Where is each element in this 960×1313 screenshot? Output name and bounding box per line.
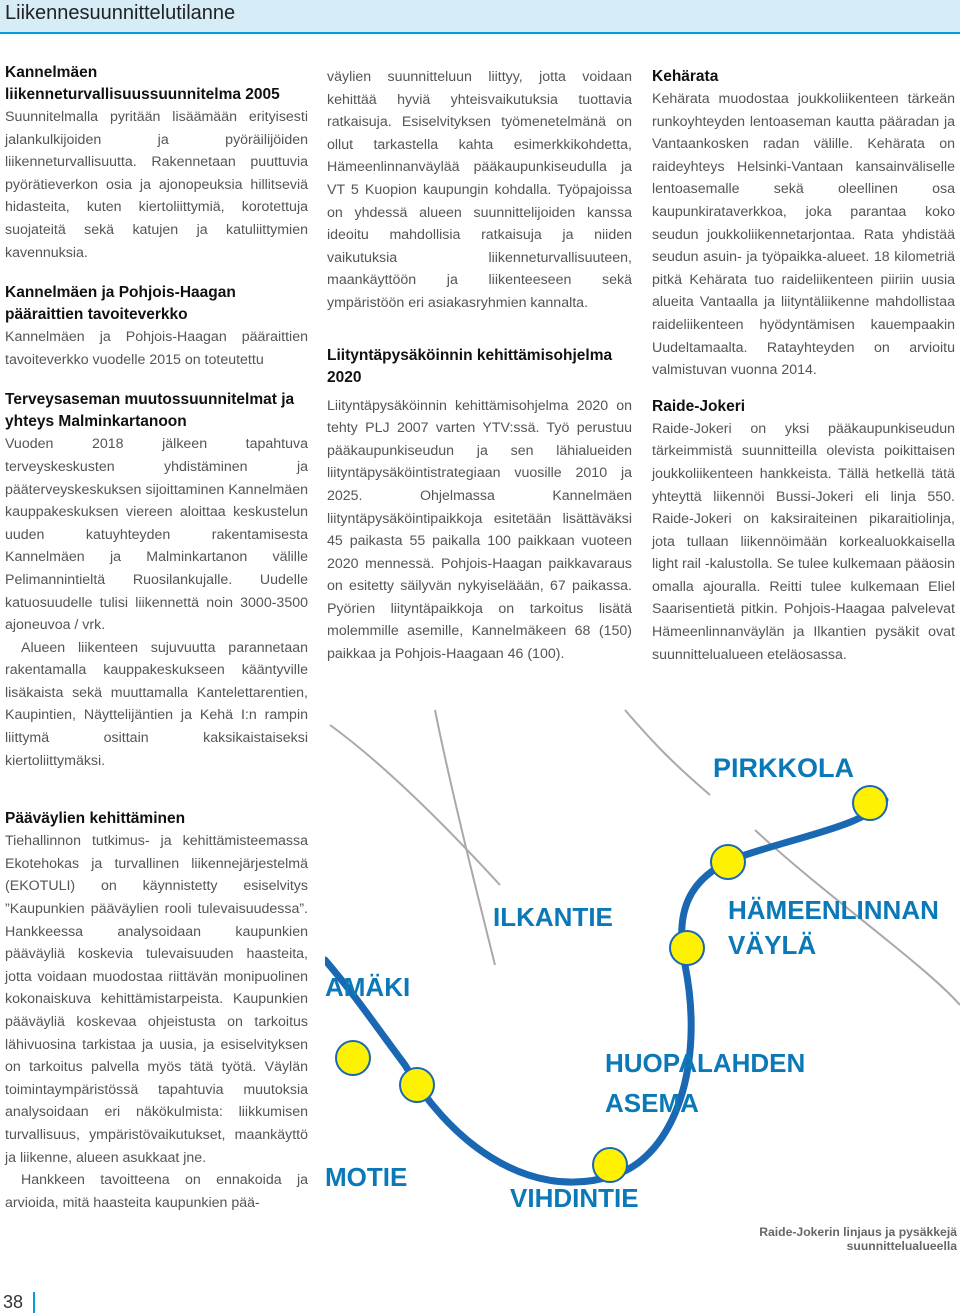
route-map-graphic <box>325 705 960 1225</box>
stop-marker-vihdintie <box>593 1148 627 1182</box>
map-label-hameenlinnan: HÄMEENLINNAN <box>728 895 939 925</box>
raide-jokeri-route-map <box>325 705 960 1225</box>
spacer <box>5 371 308 389</box>
heading-traffic-safety-plan: Kannelmäen liikenneturvallisuussuunnitelma 2005 <box>5 64 280 103</box>
text-main-routes-network: Kannelmäen ja Pohjois-Haagan pääraittien tavoiteverkko vuodelle 2015 on toteutettu <box>5 329 308 368</box>
road-line <box>625 710 710 795</box>
heading-raide-jokeri: Raide-Jokeri <box>652 397 746 415</box>
road-line <box>435 710 495 965</box>
spacer <box>5 772 308 808</box>
column-left <box>5 62 308 1214</box>
text-traffic-safety-plan: Suunnitelmalla pyritään lisäämään erityisesti jalankulkijoiden ja pyöräilijöiden liikenneturvallisuutta. Rakennetaan puuttuvia pyörätieverkon osia ja ajonopeuksia hillitseviä hidasteita, kuten kiertoliittymiä, korotettuja suojateitä sekä katujen ja katuliittymien kavennuksia. <box>5 109 308 261</box>
text-park-and-ride: Liityntäpysäköinnin kehittämisohjelma 2020 on tehty PLJ 2007 varten YTV:ssä. Työ perustuu pääkaupunkiseudun ja sen lähialueiden liityntäpysäköintistrategiaan vuosille 2010 ja 2025. Ohjelmassa Kannelmäen liityntäpysäköintipaikkoja esitetään lisättäväksi 45 paikasta 55 paikalla 100 paikkaan vuoteen 2020 mennessä. Pohjois-Haagan paikkavaraus on esitetty säilyvän nykyiseläään, 67 paikassa. Pyörien liityntäpaikkoja on tarkoitus lisätä molemmille asemille, Kannelmäkeen 68 (150) paikkaa ja Pohjois-Haagaan 46 (100). <box>327 397 632 663</box>
map-label-huopalahden: HUOPALAHDEN <box>605 1048 806 1078</box>
map-label-vihdintie: VIHDINTIE <box>510 1183 639 1213</box>
heading-park-and-ride: Liityntäpysäköinnin kehittämisohjelma 2020 <box>327 346 613 386</box>
map-label-amaki: AMÄKI <box>325 972 411 1002</box>
heading-keharata: Kehärata <box>652 68 719 85</box>
heading-health-station: Terveysaseman muutossuunnitelmat ja yhteys Malminkartanoon <box>5 391 295 431</box>
page-header-title: Liikennesuunnittelutilanne <box>5 2 236 24</box>
text-main-roads-development-1: Tiehallinnon tutkimus- ja kehittämisteemassa Ekotehokas ja turvallinen liikennejärjestelmä (EKOTULI) on käynnistetty esiselvitys ”Kaupunkien pääväylien rooli tulevaisuudessa”. Hankkeessa analysoidaan kaupunkien pääväyliä koskevia tulevaisuuden haasteita, jotta voidaan muodostaa riittävän monipuolinen kokonaiskuva kehittämistarpeista. Kaupunkien pääväyliä koskevaa ohjeistusta on tarkoitus lähivuosina tarkistaa ja uusia, ja esiselvityksen on tarkoitus palvella myös tätä työtä. Väylän toimintaympäristössä tapahtuvia muutoksia analysoidaan eri näkökulmista: liikkumisen turvallisuus, ympäristövaikutukset, maankäyttö ja liikenne, alueen asukkaat jne. <box>5 833 308 1166</box>
map-label-asema: ASEMA <box>605 1088 699 1118</box>
column-middle <box>327 66 632 666</box>
spacer <box>327 315 632 345</box>
map-label-motie: MOTIE <box>325 1162 408 1192</box>
stop-marker-ilkantie <box>670 931 704 965</box>
spacer <box>652 382 955 396</box>
text-main-roads-continued: väylien suunnitteluun liittyy, jotta voidaan kehittää hyviä yhteisvaikutuksia tuottavia ratkaisuja. Esiselvityksen työmenetelmänä on ollut tarkastella kahta esimerkkikohdetta, Hämeenlinnanväylää pääkaupunkiseudulla ja VT 5 Kuopion kaupungin kohdalla. Työpajoissa on yhdessä alueen suunnittelijoiden kanssa ideoitu mahdollisia ratkaisuja ja niiden vaikutuksia liikenneturvallisuuteen, maankäyttöön ja liikenteeseen sekä ympäristöön eri asiakasryhmien kannalta. <box>327 69 632 311</box>
page-header-bar <box>0 0 960 34</box>
spacer <box>5 264 308 282</box>
text-raide-jokeri: Raide-Jokeri on yksi pääkaupunkiseudun tärkeimmistä suunnitteilla olevista poikittaisen joukkoliikenteen hankkeista. Tällä hetkellä tätä yhteyttä liikennöi Bussi-Jokeri eli linja 550. Raide-Jokeri on kaksiraiteinen pikaraitiolinja, jota tullaan liikennöimään korkealuokkaisella light rail -kalustolla. Se tulee kulkemaan pääosin omalla ajouralla. Reitti tulee kulkemaan Eliel Saarisentietä pitkin. Pohjois-Haagaa palvelevat Hämeenlinnanväylän ja Ilkantien pysäkit ovat suunnittelualueen eteläosassa. <box>652 420 955 663</box>
map-label-vayla: VÄYLÄ <box>728 930 817 960</box>
stop-marker-pirkkola <box>853 786 887 820</box>
text-health-station-2: Alueen liikenteen sujuvuutta parannetaan rakentamalla kauppakeskukseen kääntyville lisäkaista sekä muuttamalla Kantelettarentien, Kaupintien, Näyttelijäntien ja Kehä I:n rampin liittymä osittain kaksikaistaiseksi kiertoliittymäksi. <box>5 639 308 769</box>
heading-main-roads-development: Pääväylien kehittäminen <box>5 810 186 828</box>
text-health-station-1: Vuoden 2018 jälkeen tapahtuva terveyskeskusten yhdistäminen ja pääterveyskeskuksen sijoittaminen Kannelmäen kauppakeskuksen viereen aloittaa keskustelun uuden katuyhteyden rakentamisesta Kannelmäen ja Malminkartanon välille Pelimannintieltä Ruosilankujalle. Uudelle katuosuudelle tulisi liikennettä noin 3000-3500 ajoneuvoa / vrk. <box>5 436 308 634</box>
road-line <box>330 725 500 885</box>
page-number: 38 <box>0 1292 35 1313</box>
map-label-pirkkola: PIRKKOLA <box>713 753 854 783</box>
map-label-ilkantie: ILKANTIE <box>493 902 613 932</box>
text-keharata: Kehärata muodostaa joukkoliikenteen tärkeän runkoyhteyden lentoaseman kautta pääradan ja Vantaankosken radan välille. Kehärata on raideyhteys Helsinki-Vantaan kansainväliselle lentoasemalle sekä oleellinen osa kaupunkirataverkkoa, joka parantaa koko seudun joukkoliikennetarjontaa. Rata yhdistää seudun asuin- ja työpaikka-alueet. 18 kilometriä pitkä Kehärata tuo raideliikenteen piiriin uusia alueita Vantaalla ja liityntäliikenne mahdollistaa raideliikenteen hyödyntämisen kauempaakin Uudeltamaalta. Ratayhteyden on arvioitu valmistuvan vuonna 2014. <box>652 91 955 379</box>
column-right <box>652 66 955 666</box>
map-caption: Raide-Jokerin linjaus ja pysäkkejä suunnittelualueella <box>759 1225 957 1253</box>
stop-marker-west <box>336 1041 370 1075</box>
heading-main-routes-network: Kannelmäen ja Pohjois-Haagan pääraittien tavoiteverkko <box>5 284 236 324</box>
text-main-roads-development-2: Hankkeen tavoitteena on ennakoida ja arvioida, mitä haasteita kaupunkien pää- <box>5 1172 308 1211</box>
stop-marker-kannelmaki <box>400 1068 434 1102</box>
stop-marker-hameenlinnan-vayla <box>711 845 745 879</box>
